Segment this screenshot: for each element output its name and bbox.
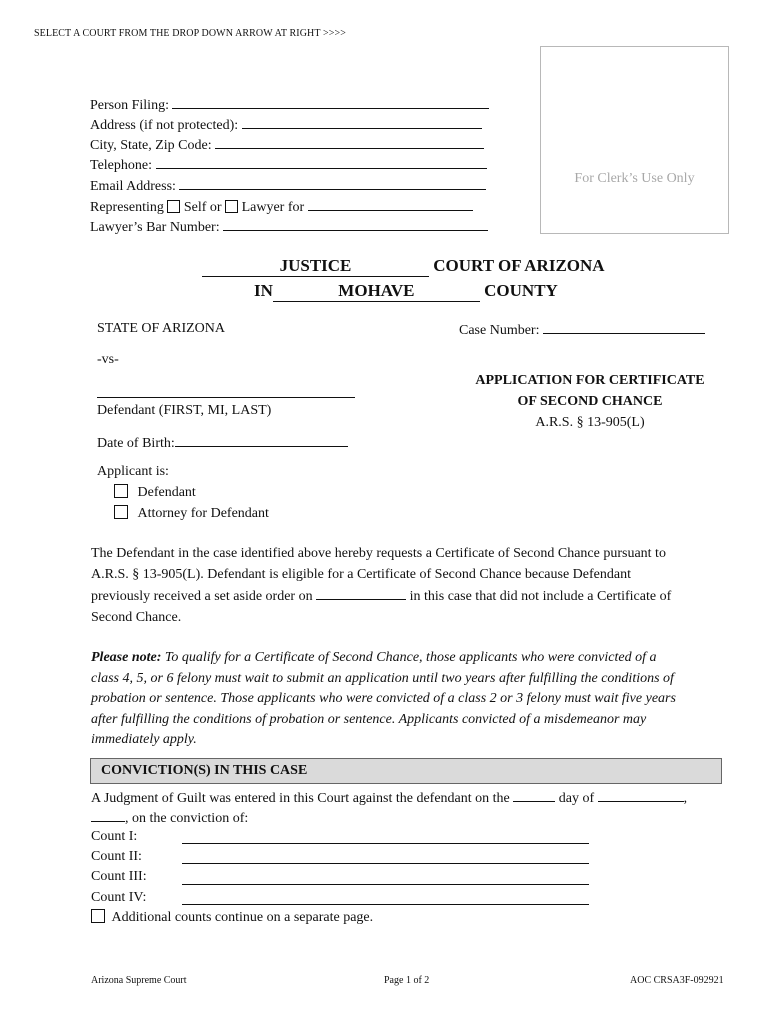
footer-form-code: AOC CRSA3F-092921 — [630, 975, 724, 986]
representing-label: Representing — [90, 200, 164, 215]
plaintiff-name: STATE OF ARIZONA — [97, 321, 225, 336]
request-line3 — [91, 585, 723, 608]
address-field[interactable] — [242, 114, 482, 129]
set-aside-tail: in this case that did not include a Certificate of — [409, 589, 672, 604]
additional-counts-label: Additional counts continue on a separate page. — [111, 910, 374, 925]
lawyer-for-label: Lawyer for — [241, 200, 305, 215]
judgment-year-field[interactable] — [91, 807, 125, 822]
applicant-attorney-option — [114, 504, 269, 524]
defendant-label: Defendant (FIRST, MI, LAST) — [97, 403, 272, 418]
footer-left: Arizona Supreme Court — [91, 975, 187, 986]
court-title-line — [202, 256, 605, 277]
versus-label: -vs- — [97, 352, 119, 367]
note-label: Please note: — [91, 650, 162, 665]
county-select[interactable]: MOHAVE — [273, 281, 480, 302]
count1-label: Count I: — [91, 829, 138, 844]
set-aside-date-field[interactable] — [316, 585, 406, 600]
judgment-month-field[interactable] — [598, 787, 684, 802]
note-line1: To qualify for a Certificate of Second Chance, those applicants who were convicted of a — [164, 650, 657, 665]
judgment-day-field[interactable] — [513, 787, 555, 802]
request-line1: The Defendant in the case identified above hereby requests a Certificate of Second Chance pursuant to — [91, 546, 666, 561]
person-filing-row — [90, 94, 489, 114]
applicant-defendant-option — [114, 483, 196, 503]
lawyer-checkbox[interactable] — [225, 200, 238, 213]
county-label: COUNTY — [484, 281, 558, 300]
self-checkbox[interactable] — [167, 200, 180, 213]
note-paragraph — [91, 648, 723, 751]
count1-field[interactable] — [182, 842, 589, 844]
court-of-arizona: COURT OF ARIZONA — [433, 256, 605, 275]
clerk-use-label: For Clerk’s Use Only — [574, 171, 695, 186]
count2-field[interactable] — [182, 862, 589, 864]
count3-label: Count III: — [91, 869, 147, 884]
judgment-day-of: day of — [558, 791, 595, 806]
request-line4: Second Chance. — [91, 609, 182, 625]
email-row — [90, 175, 486, 195]
applicant-attorney-checkbox[interactable] — [114, 505, 128, 519]
city-label: City, State, Zip Code: — [90, 138, 212, 153]
additional-counts-row — [91, 908, 373, 928]
bar-number-row — [90, 216, 488, 236]
judgment-year-line — [91, 807, 248, 829]
request-line2: A.R.S. § 13-905(L). Defendant is eligible for a Certificate of Second Chance because Defendant — [91, 566, 631, 582]
set-aside-label: previously received a set aside order on — [91, 589, 313, 604]
person-filing-label: Person Filing: — [90, 98, 169, 113]
person-filing-field[interactable] — [172, 94, 489, 109]
case-number-row — [459, 319, 705, 341]
county-line — [254, 281, 558, 302]
additional-counts-checkbox[interactable] — [91, 909, 105, 923]
request-paragraph — [91, 544, 723, 628]
count2-label: Count II: — [91, 849, 142, 864]
bar-number-label: Lawyer’s Bar Number: — [90, 220, 220, 235]
note-line5: immediately apply. — [91, 732, 197, 747]
footer-page-number: Page 1 of 2 — [384, 975, 430, 986]
dob-label: Date of Birth: — [97, 436, 175, 451]
count4-label: Count IV: — [91, 890, 147, 905]
applicant-attorney-label: Attorney for Defendant — [137, 506, 269, 521]
note-line4: after fulfilling the conditions of probation or sentence. Applicants convicted of a misdemeanor may — [91, 711, 647, 727]
judgment-label: A Judgment of Guilt was entered in this Court against the defendant on the — [91, 791, 510, 806]
count4-field[interactable] — [182, 903, 589, 905]
city-field[interactable] — [215, 134, 484, 149]
case-number-field[interactable] — [543, 319, 705, 334]
applicant-label: Applicant is: — [97, 464, 169, 479]
note-line2: class 4, 5, or 6 felony must wait to submit an application until two years after fulfilling the conditions of — [91, 670, 674, 686]
document-title-line1: APPLICATION FOR CERTIFICATE — [475, 373, 705, 388]
case-number-label: Case Number: — [459, 323, 540, 338]
telephone-field[interactable] — [156, 154, 487, 169]
document-title-block — [450, 370, 730, 433]
clerk-use-box — [540, 46, 729, 234]
address-row — [90, 114, 482, 134]
count3-field[interactable] — [182, 883, 589, 885]
statute-reference: A.R.S. § 13-905(L) — [535, 415, 645, 430]
applicant-defendant-label: Defendant — [137, 485, 196, 500]
telephone-row — [90, 154, 487, 174]
note-line3: probation or sentence. Those applicants who were convicted of a class 2 or 3 felony must wait five years — [91, 691, 676, 706]
court-type-select[interactable]: JUSTICE — [202, 256, 429, 277]
bar-number-field[interactable] — [223, 216, 488, 231]
county-in-label: IN — [254, 281, 273, 300]
email-field[interactable] — [179, 175, 486, 190]
self-label: Self or — [183, 200, 222, 215]
document-title-line2: OF SECOND CHANCE — [517, 394, 663, 409]
telephone-label: Telephone: — [90, 158, 152, 173]
conviction-of-label: , on the conviction of: — [125, 811, 249, 826]
address-label: Address (if not protected): — [90, 118, 239, 133]
lawyer-for-field[interactable] — [308, 196, 473, 211]
applicant-defendant-checkbox[interactable] — [114, 484, 128, 498]
city-row — [90, 134, 484, 154]
court-select-instruction: SELECT A COURT FROM THE DROP DOWN ARROW AT RIGHT >>>> — [34, 28, 346, 39]
dob-field[interactable] — [175, 432, 348, 447]
dob-row — [97, 432, 348, 454]
convictions-heading: CONVICTION(S) IN THIS CASE — [90, 758, 722, 784]
defendant-name-field[interactable] — [97, 397, 355, 398]
email-label: Email Address: — [90, 179, 176, 194]
representing-row — [90, 196, 473, 216]
judgment-line: A Judgment of Guilt was entered in this Court against the defendant on the day of , — [91, 787, 687, 809]
